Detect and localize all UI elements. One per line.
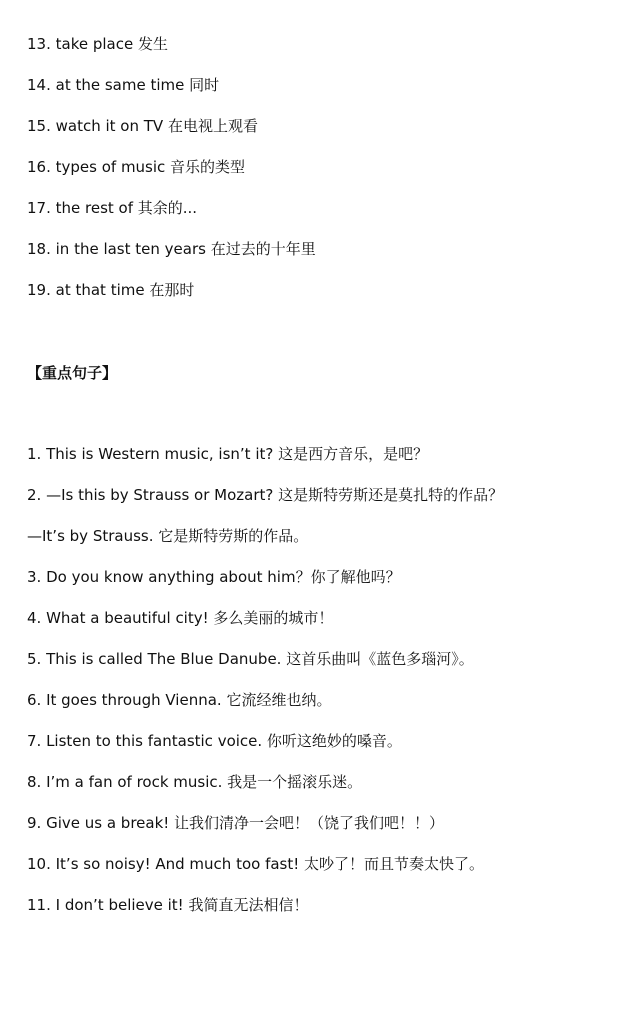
phrase-line: 19. at that time 在那时 (27, 281, 195, 299)
sentence-line: 7. Listen to this fantastic voice. 你听这绝妙的嗓音。 (27, 732, 402, 750)
sentence-line: 9. Give us a break! 让我们清净一会吧！（饶了我们吧！！） (27, 814, 445, 832)
sentence-line: 4. What a beautiful city! 多么美丽的城市！ (27, 609, 334, 627)
phrase-line: 18. in the last ten years 在过去的十年里 (27, 240, 316, 258)
phrase-line: 15. watch it on TV 在电视上观看 (27, 117, 258, 135)
phrase-line: 14. at the same time 同时 (27, 76, 220, 94)
sentence-line: 10. It’s so noisy! And much too fast! 太吵了！而且节奏太快了。 (27, 855, 485, 873)
sentence-line: 5. This is called The Blue Danube. 这首乐曲叫《蓝色多瑙河》。 (27, 650, 474, 668)
sentence-line: —It’s by Strauss. 它是斯特劳斯的作品。 (27, 527, 309, 545)
sentence-line: 6. It goes through Vienna. 它流经维也纳。 (27, 691, 332, 709)
sentence-line: 8. I’m a fan of rock music. 我是一个摇滚乐迷。 (27, 773, 363, 791)
phrase-line: 17. the rest of 其余的... (27, 199, 198, 217)
phrase-line: 13. take place 发生 (27, 35, 168, 53)
sentence-line: 1. This is Western music, isn’t it? 这是西方音乐，是吧？ (27, 445, 429, 463)
section-heading: 【重点句子】 (27, 364, 118, 382)
phrase-line: 16. types of music 音乐的类型 (27, 158, 246, 176)
sentence-line: 2. —Is this by Strauss or Mozart? 这是斯特劳斯还是莫扎特的作品？ (27, 486, 504, 504)
sentence-line: 3. Do you know anything about him？你了解他吗？ (27, 568, 401, 586)
sentence-line: 11. I don’t believe it! 我简直无法相信！ (27, 896, 309, 914)
